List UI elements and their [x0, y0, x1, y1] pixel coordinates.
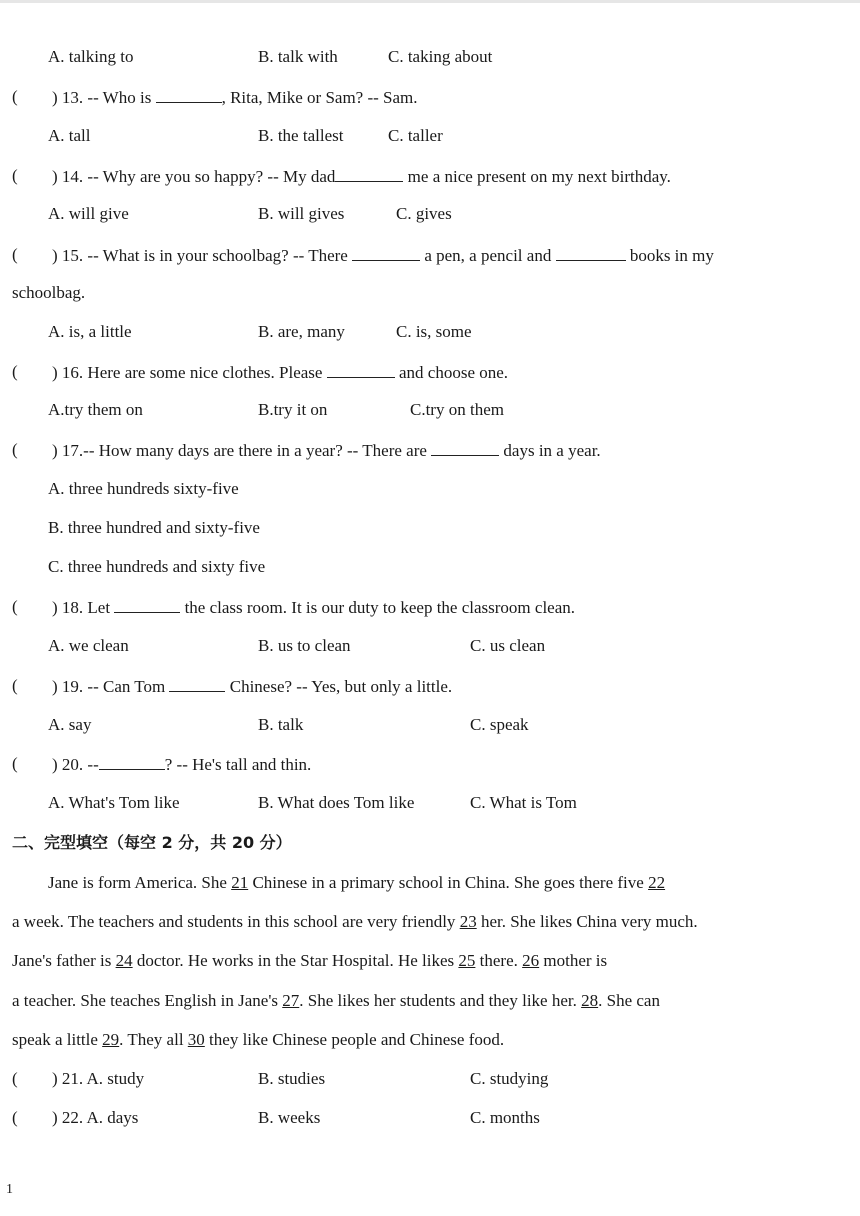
- page-number: 1: [6, 1182, 13, 1197]
- passage-line-2: a week. The teachers and students in this school are very friendly 23 her. She likes China very much.: [12, 912, 698, 931]
- q16-option-a: A.try them on: [48, 400, 143, 419]
- q19-option-b: B. talk: [258, 715, 304, 734]
- passage-line-4: a teacher. She teaches English in Jane's 27. She likes her students and they like her. 28. She can: [12, 991, 660, 1010]
- passage-line-5: speak a little 29. They all 30 they like Chinese people and Chinese food.: [12, 1030, 505, 1049]
- q13-text: ) 13. -- Who is , Rita, Mike or Sam? -- Sam.: [52, 88, 418, 107]
- q20-option-b: B. What does Tom like: [258, 793, 415, 812]
- q17-option-c: C. three hundreds and sixty five: [48, 557, 266, 576]
- q16-option-b: B.try it on: [258, 400, 328, 419]
- blank-21: 21: [231, 873, 249, 892]
- q16-text: ) 16. Here are some nice clothes. Please and choose one.: [52, 363, 509, 382]
- passage-line-3: Jane's father is 24 doctor. He works in the Star Hospital. He likes 25 there. 26 mother is: [12, 951, 608, 970]
- answer-blank: [156, 86, 222, 103]
- answer-paren: (: [12, 245, 18, 264]
- answer-paren: (: [12, 362, 18, 381]
- answer-blank: [352, 244, 420, 261]
- q21-option-b: B. studies: [258, 1069, 326, 1088]
- answer-paren: (: [12, 1108, 18, 1127]
- answer-paren: (: [12, 597, 18, 616]
- passage-line-1: Jane is form America. She 21 Chinese in a primary school in China. She goes there five 22: [48, 873, 666, 892]
- answer-blank: [169, 675, 225, 692]
- q18-text: ) 18. Let the class room. It is our duty to keep the classroom clean.: [52, 598, 576, 617]
- blank-23: 23: [459, 912, 477, 931]
- q18-option-c: C. us clean: [470, 636, 546, 655]
- blank-28: 28: [581, 991, 599, 1010]
- q17-option-a: A. three hundreds sixty-five: [48, 479, 239, 498]
- q20-text: ) 20. -- ? -- He's tall and thin.: [52, 755, 312, 774]
- q14-option-c: C. gives: [396, 204, 452, 223]
- q14-option-a: A. will give: [48, 204, 129, 223]
- q13-option-a: A. tall: [48, 126, 91, 145]
- q15-continuation: schoolbag.: [12, 283, 86, 302]
- q22-option-b: B. weeks: [258, 1108, 321, 1127]
- q12-option-b: B. talk with: [258, 47, 338, 66]
- q15-option-c: C. is, some: [396, 322, 472, 341]
- q14-option-b: B. will gives: [258, 204, 345, 223]
- answer-paren: (: [12, 676, 18, 695]
- q18-option-b: B. us to clean: [258, 636, 351, 655]
- answer-blank: [335, 165, 403, 182]
- q14-text: ) 14. -- Why are you so happy? -- My dad me a nice present on my next birthday.: [52, 167, 671, 186]
- q15-option-a: A. is, a little: [48, 322, 132, 341]
- q20-option-a: A. What's Tom like: [48, 793, 180, 812]
- section-heading: 二、完型填空（每空 2 分，共 20 分）: [12, 833, 292, 852]
- q12-option-a: A. talking to: [48, 47, 134, 66]
- answer-paren: (: [12, 166, 18, 185]
- top-border: [0, 0, 860, 3]
- q17-option-b: B. three hundred and sixty-five: [48, 518, 260, 537]
- answer-paren: (: [12, 440, 18, 459]
- answer-blank: [556, 244, 626, 261]
- answer-blank: [327, 361, 395, 378]
- q15-text: ) 15. -- What is in your schoolbag? -- There a pen, a pencil and books in my: [52, 246, 714, 265]
- blank-30: 30: [187, 1030, 205, 1049]
- q22-option-a: ) 22. A. days: [52, 1108, 139, 1127]
- answer-paren: (: [12, 87, 18, 106]
- q13-option-b: B. the tallest: [258, 126, 344, 145]
- answer-blank: [431, 439, 499, 456]
- blank-24: 24: [115, 951, 133, 970]
- blank-26: 26: [522, 951, 540, 970]
- answer-blank: [114, 596, 180, 613]
- q16-option-c: C.try on them: [410, 400, 504, 419]
- q20-option-c: C. What is Tom: [470, 793, 577, 812]
- answer-blank: [99, 753, 165, 770]
- answer-paren: (: [12, 1069, 18, 1088]
- blank-22: 22: [648, 873, 666, 892]
- q18-option-a: A. we clean: [48, 636, 129, 655]
- q19-option-a: A. say: [48, 715, 92, 734]
- q12-option-c: C. taking about: [388, 47, 493, 66]
- blank-29: 29: [102, 1030, 120, 1049]
- blank-25: 25: [458, 951, 476, 970]
- q22-option-c: C. months: [470, 1108, 540, 1127]
- q21-option-a: ) 21. A. study: [52, 1069, 145, 1088]
- q19-text: ) 19. -- Can Tom Chinese? -- Yes, but only a little.: [52, 677, 453, 696]
- answer-paren: (: [12, 754, 18, 773]
- q13-option-c: C. taller: [388, 126, 443, 145]
- blank-27: 27: [282, 991, 300, 1010]
- q15-option-b: B. are, many: [258, 322, 345, 341]
- q21-option-c: C. studying: [470, 1069, 549, 1088]
- q19-option-c: C. speak: [470, 715, 529, 734]
- q17-text: ) 17.-- How many days are there in a year? -- There are days in a year.: [52, 441, 601, 460]
